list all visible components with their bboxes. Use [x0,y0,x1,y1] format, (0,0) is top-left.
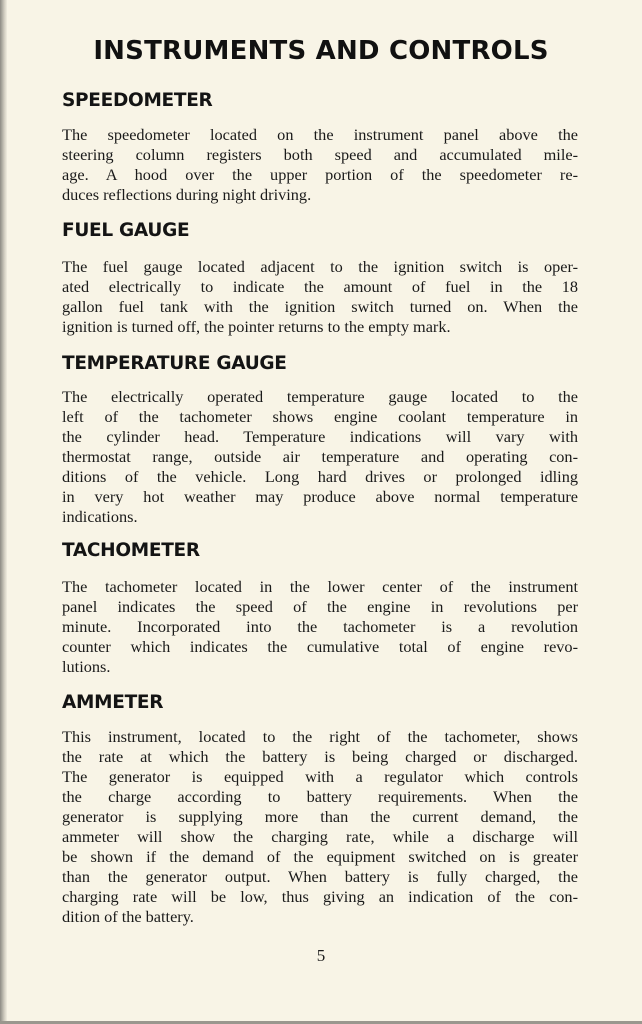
text-line: thermostat range, outside air temperature and operating con- [62,447,578,466]
text-line: in very hot weather may produce above normal temperature [62,487,578,506]
page-binding-edge [0,0,7,1024]
section-heading: AMMETER [62,692,164,713]
text-line: be shown if the demand of the equipment switched on is greater [62,847,578,866]
section-paragraph [62,727,578,927]
text-line: ated electrically to indicate the amount of fuel in the 18 [62,277,578,296]
section-heading: TACHOMETER [62,540,200,561]
section-paragraph [62,577,578,677]
section-heading: TEMPERATURE GAUGE [62,353,287,374]
text-line: left of the tachometer shows engine coolant temperature in [62,407,578,426]
text-line: gallon fuel tank with the ignition switch turned on. When the [62,297,578,316]
section-paragraph [62,125,578,205]
text-line: charging rate will be low, thus giving an indication of the con- [62,887,578,906]
text-line: The generator is equipped with a regulator which controls [62,767,578,786]
page-title: INSTRUMENTS AND CONTROLS [93,36,549,66]
text-line: The speedometer located on the instrument panel above the [62,125,578,144]
text-line: indications. [62,507,138,526]
text-line: dition of the battery. [62,907,194,926]
section-heading: FUEL GAUGE [62,220,190,241]
text-line: minute. Incorporated into the tachometer is a revolution [62,617,578,636]
text-line: The tachometer located in the lower center of the instrument [62,577,578,596]
section-heading: SPEEDOMETER [62,90,213,111]
section-paragraph [62,257,578,337]
text-line: lutions. [62,657,111,676]
text-line: steering column registers both speed and accumulated mile- [62,145,578,164]
text-line: the charge according to battery requirements. When the [62,787,578,806]
text-line: age. A hood over the upper portion of the speedometer re- [62,165,578,184]
text-line: than the generator output. When battery is fully charged, the [62,867,578,886]
text-line: counter which indicates the cumulative total of engine revo- [62,637,578,656]
text-line: The electrically operated temperature gauge located to the [62,387,578,406]
text-line: the rate at which the battery is being charged or discharged. [62,747,578,766]
text-line: ammeter will show the charging rate, while a discharge will [62,827,578,846]
text-line: The fuel gauge located adjacent to the ignition switch is oper- [62,257,578,276]
text-line: the cylinder head. Temperature indications will vary with [62,427,578,446]
text-line: panel indicates the speed of the engine in revolutions per [62,597,578,616]
text-line: This instrument, located to the right of the tachometer, shows [62,727,578,746]
text-line: ignition is turned off, the pointer returns to the empty mark. [62,317,451,336]
text-line: generator is supplying more than the current demand, the [62,807,578,826]
text-line: duces reflections during night driving. [62,185,312,204]
section-paragraph [62,387,578,527]
page-number: 5 [316,946,326,965]
text-line: ditions of the vehicle. Long hard drives or prolonged idling [62,467,578,486]
